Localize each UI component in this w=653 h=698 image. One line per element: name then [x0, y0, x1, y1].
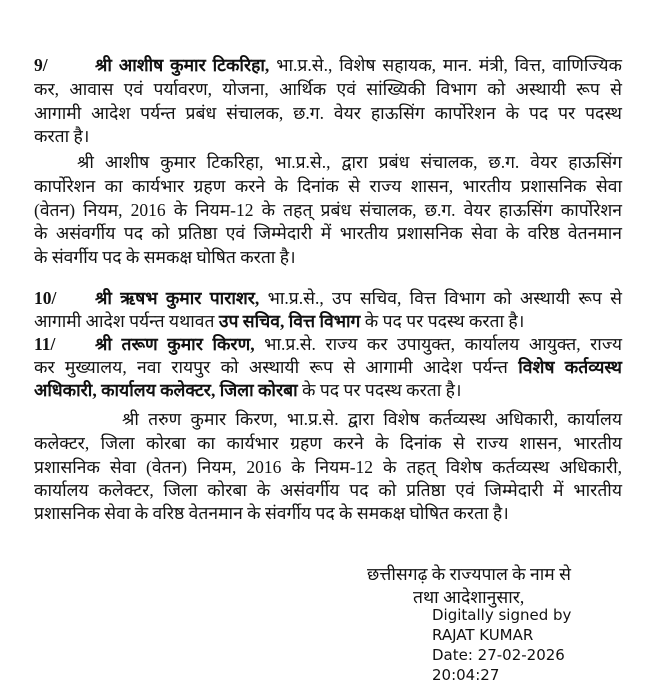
- para11-decl-line2: कलेक्टर, जिला कोरबा का कार्यभार ग्रहण करने के दिनांक से राज्य शासन, भारतीय: [34, 433, 622, 453]
- para10-line2: [34, 310, 622, 332]
- para11-line1-text: भा.प्र.से. राज्य कर उपायुक्त, कार्यालय आयुक्त, राज्य: [254, 334, 623, 354]
- para10-line2-start: आगामी आदेश पर्यन्त यथावत: [34, 311, 219, 331]
- para11-line3-end: के पद पर पदस्थ करता है।: [297, 380, 462, 400]
- para10-line1-text: भा.प्र.से., उप सचिव, वित्त विभाग को अस्थायी रूप से: [259, 288, 622, 308]
- para11-number: 11/: [34, 334, 56, 354]
- para11-line2: [34, 356, 622, 378]
- para11-line3: [34, 379, 622, 401]
- para10-post: उप सचिव, वित्त विभाग: [218, 311, 361, 331]
- para9-decl-line5: के संवर्गीय पद के समकक्ष घोषित करता है।: [34, 247, 296, 267]
- para9-line1-text: भा.प्र.से., विशेष सहायक, मान. मंत्री, वित्त, वाणिज्यिक: [269, 55, 622, 75]
- para9-decl-line2: कार्पोरेशन का कार्यभार ग्रहण करने के दिनांक से राज्य शासन, भारतीय प्रशासनिक सेवा: [34, 176, 622, 196]
- digital-signature-name: RAJAT KUMAR: [432, 626, 534, 644]
- para11-decl-line5: प्रशासनिक सेवा के वरिष्ठ वेतनमान के संवर्गीय पद के समकक्ष घोषित करता है।: [34, 503, 509, 523]
- para11-post-part1: विशेष कर्तव्यस्थ: [518, 357, 622, 377]
- para11-decl-line1: श्री तरुण कुमार किरण, भा.प्र.से. द्वारा विशेष कर्तव्यस्थ अधिकारी, कार्यालय: [122, 409, 622, 429]
- para9-decl-line3: (वेतन) नियम, 2016 के नियम-12 के तहत् प्रबंध संचालक, छ.ग. वेयर हाऊसिंग कार्पोरेशन: [34, 200, 622, 220]
- para9-decl-line4: के असंवर्गीय पद को प्रतिष्ठा एवं जिम्मेदारी में भारतीय प्रशासनिक सेवा के वरिष्ठ वेतनमान: [34, 223, 622, 243]
- para9-decl-line1: श्री आशीष कुमार टिकरिहा, भा.प्र.से., द्वारा प्रबंध संचालक, छ.ग. वेयर हाऊसिंग: [77, 152, 622, 172]
- para10-number: 10/: [34, 288, 57, 308]
- para9-line3: आगामी आदेश पर्यन्त प्रबंध संचालक, छ.ग. वेयर हाऊसिंग कार्पोरेशन के पद पर पदस्थ: [34, 103, 622, 123]
- digital-signature-time: 20:04:27: [432, 666, 500, 684]
- para10-officer-name: श्री ऋषभ कुमार पाराशर,: [95, 288, 260, 308]
- para9-number: 9/: [34, 55, 48, 75]
- para10-line2-end: के पद पर पदस्थ करता है।: [360, 311, 525, 331]
- para11-line2-start: कर मुख्यालय, नवा रायपुर को अस्थायी रूप से आगामी आदेश पर्यन्त: [34, 357, 519, 377]
- para11-decl-line3: प्रशासनिक सेवा (वेतन) नियम, 2016 के नियम-12 के तहत् विशेष कर्तव्यस्थ अधिकारी,: [34, 457, 622, 477]
- para9-line1: [34, 54, 622, 76]
- para11-decl-line4: कार्यालय कलेक्टर, जिला कोरबा के असंवर्गीय पद को प्रतिष्ठा एवं जिम्मेदारी में भारतीय: [34, 480, 622, 500]
- signature-line1: छत्तीसगढ़ के राज्यपाल के नाम से: [367, 564, 571, 584]
- para11-post-part2: अधिकारी, कार्यालय कलेक्टर, जिला कोरबा: [34, 380, 298, 400]
- para11-officer-name: श्री तरूण कुमार किरण,: [95, 334, 255, 354]
- digital-signature-date: Date: 27-02-2026: [432, 646, 565, 664]
- signature-line2: तथा आदेशानुसार,: [413, 587, 525, 607]
- para9-line4: करता है।: [34, 126, 90, 146]
- digital-signature-label: Digitally signed by: [432, 606, 572, 624]
- para11-line1: [34, 333, 622, 355]
- para10-line1: [34, 287, 622, 309]
- para9-line2: कर, आवास एवं पर्यावरण, योजना, आर्थिक एवं सांख्यिकी विभाग को अस्थायी रूप से: [34, 79, 622, 99]
- para9-officer-name: श्री आशीष कुमार टिकरिहा,: [95, 55, 270, 75]
